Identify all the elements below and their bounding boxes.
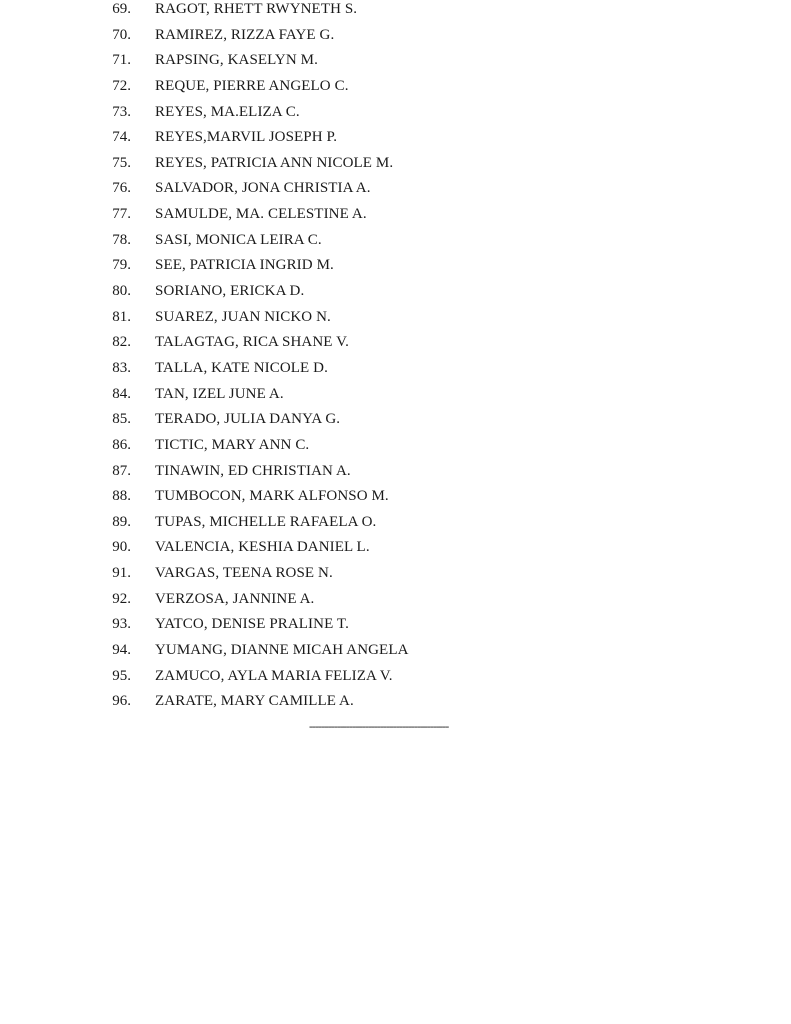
entry-name: REQUE, PIERRE ANGELO C. xyxy=(155,77,349,94)
entry-number: 79. xyxy=(112,257,131,274)
entry-name: REYES,MARVIL JOSEPH P. xyxy=(155,129,338,146)
entry-number: 70. xyxy=(112,26,131,43)
entry-name: REYES, PATRICIA ANN NICOLE M. xyxy=(155,154,394,171)
entry-name: VARGAS, TEENA ROSE N. xyxy=(155,565,333,582)
entry-name: SASI, MONICA LEIRA C. xyxy=(155,231,322,248)
entry-name: RAPSING, KASELYN M. xyxy=(155,52,318,69)
entry-name: SORIANO, ERICKA D. xyxy=(155,283,305,300)
entry-name: VERZOSA, JANNINE A. xyxy=(155,590,315,607)
entry-number: 77. xyxy=(112,206,131,223)
end-of-list-dashed-rule: --------------------------------------------- xyxy=(309,719,449,733)
entry-number: 84. xyxy=(112,385,131,402)
entry-name: TAN, IZEL JUNE A. xyxy=(155,385,284,402)
entry-number: 87. xyxy=(112,462,131,479)
entry-number: 72. xyxy=(112,77,131,94)
entry-number: 85. xyxy=(112,411,131,428)
entry-number: 89. xyxy=(112,513,131,530)
entry-name: TALAGTAG, RICA SHANE V. xyxy=(155,334,349,351)
entry-name: YATCO, DENISE PRALINE T. xyxy=(155,616,349,633)
entry-number: 91. xyxy=(112,565,131,582)
entry-name: SAMULDE, MA. CELESTINE A. xyxy=(155,206,367,223)
entry-name: TALLA, KATE NICOLE D. xyxy=(155,359,328,376)
entry-name: REYES, MA.ELIZA C. xyxy=(155,103,300,120)
entry-name: TERADO, JULIA DANYA G. xyxy=(155,411,341,428)
entry-name: TUPAS, MICHELLE RAFAELA O. xyxy=(155,513,377,530)
entry-number: 88. xyxy=(112,488,131,505)
entry-number: 86. xyxy=(112,436,131,453)
entry-number: 74. xyxy=(112,129,131,146)
entry-number: 95. xyxy=(112,667,131,684)
entry-name: RAMIREZ, RIZZA FAYE G. xyxy=(155,26,335,43)
entry-number: 76. xyxy=(112,180,131,197)
entry-name: ZAMUCO, AYLA MARIA FELIZA V. xyxy=(155,667,393,684)
entry-number: 71. xyxy=(112,52,131,69)
entry-number: 81. xyxy=(112,308,131,325)
entry-number: 73. xyxy=(112,103,131,120)
entry-name: ZARATE, MARY CAMILLE A. xyxy=(155,693,354,710)
entry-name: SUAREZ, JUAN NICKO N. xyxy=(155,308,331,325)
entry-number: 92. xyxy=(112,590,131,607)
entry-number: 83. xyxy=(112,359,131,376)
entry-name: TICTIC, MARY ANN C. xyxy=(155,436,310,453)
entry-number: 93. xyxy=(112,616,131,633)
entry-number: 80. xyxy=(112,283,131,300)
entry-name: RAGOT, RHETT RWYNETH S. xyxy=(155,1,358,17)
entry-number: 75. xyxy=(112,154,131,171)
entry-name: SEE, PATRICIA INGRID M. xyxy=(155,257,334,274)
entry-number: 78. xyxy=(112,231,131,248)
entry-name: TINAWIN, ED CHRISTIAN A. xyxy=(155,462,351,479)
entry-name: TUMBOCON, MARK ALFONSO M. xyxy=(155,488,389,505)
entry-name: YUMANG, DIANNE MICAH ANGELA xyxy=(155,642,409,659)
entry-number: 69. xyxy=(112,1,131,17)
entry-number: 94. xyxy=(112,642,131,659)
entry-number: 96. xyxy=(112,693,131,710)
entry-name: SALVADOR, JONA CHRISTIA A. xyxy=(155,180,371,197)
entry-number: 82. xyxy=(112,334,131,351)
entry-number: 90. xyxy=(112,539,131,556)
entry-name: VALENCIA, KESHIA DANIEL L. xyxy=(155,539,370,556)
